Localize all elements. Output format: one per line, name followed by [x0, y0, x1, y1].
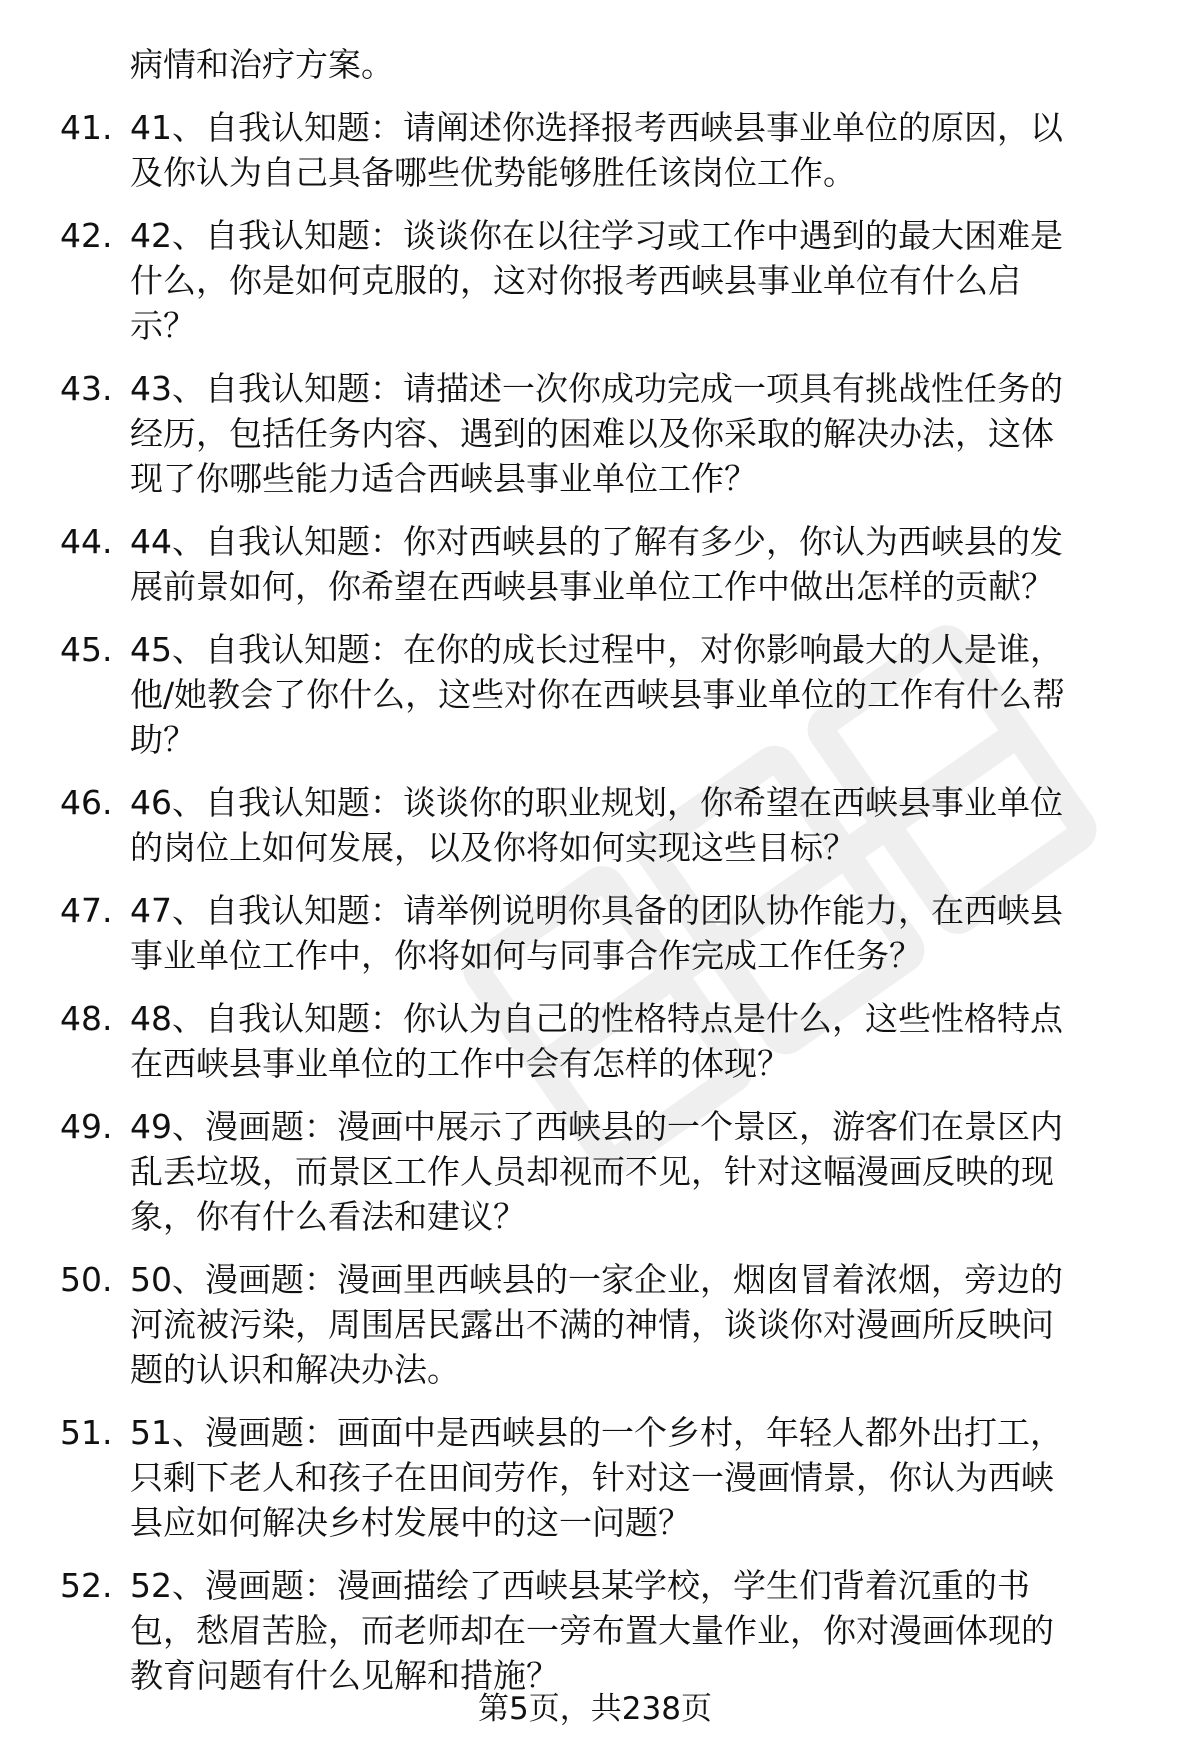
question-text-line: 51、漫画题：画面中是西峡县的一个乡村，年轻人都外出打工，	[130, 1413, 1063, 1452]
question-list	[60, 42, 1160, 1698]
question-text-line: 52、漫画题：漫画描绘了西峡县某学校，学生们背着沉重的书	[130, 1566, 1030, 1605]
question-number: 44.	[60, 522, 113, 561]
question-text-line: 44、自我认知题：你对西峡县的了解有多少，你认为西峡县的发	[130, 522, 1063, 561]
question-text-line: 47、自我认知题：请举例说明你具备的团队协作能力，在西峡县	[130, 891, 1063, 930]
question-text-line: 题的认识和解决办法。	[130, 1350, 460, 1389]
question-text-line: 42、自我认知题：谈谈你在以往学习或工作中遇到的最大困难是	[130, 216, 1063, 255]
question-text-line: 教育问题有什么见解和措施？	[130, 1656, 559, 1695]
question-item	[60, 1563, 1160, 1698]
question-item	[60, 780, 1160, 870]
question-text-line: 他/她教会了你什么，这些对你在西峡县事业单位的工作有什么帮	[130, 675, 1066, 714]
question-text-line: 46、自我认知题：谈谈你的职业规划，你希望在西峡县事业单位	[130, 783, 1063, 822]
page-footer: 第5页，共238页	[478, 1691, 712, 1727]
question-item	[60, 213, 1160, 348]
question-text-line: 41、自我认知题：请阐述你选择报考西峡县事业单位的原因，以	[130, 108, 1063, 147]
question-text-line: 的岗位上如何发展，以及你将如何实现这些目标？	[130, 828, 856, 867]
question-item	[60, 105, 1160, 195]
question-number: 42.	[60, 216, 113, 255]
question-text-line: 事业单位工作中，你将如何与同事合作完成工作任务？	[130, 936, 922, 975]
question-text-line: 示？	[130, 306, 196, 345]
question-item	[60, 519, 1160, 609]
question-number: 49.	[60, 1107, 113, 1146]
question-text-line: 48、自我认知题：你认为自己的性格特点是什么，这些性格特点	[130, 999, 1063, 1038]
question-text-line: 在西峡县事业单位的工作中会有怎样的体现？	[130, 1044, 790, 1083]
question-item	[60, 1257, 1160, 1392]
question-text-line: 河流被污染，周围居民露出不满的神情，谈谈你对漫画所反映问	[130, 1305, 1054, 1344]
question-text-line: 45、自我认知题：在你的成长过程中，对你影响最大的人是谁，	[130, 630, 1063, 669]
question-text-line: 什么，你是如何克服的，这对你报考西峡县事业单位有什么启	[130, 261, 1021, 300]
question-number: 41.	[60, 108, 113, 147]
question-text-line: 43、自我认知题：请描述一次你成功完成一项具有挑战性任务的	[130, 369, 1063, 408]
question-text-line: 现了你哪些能力适合西峡县事业单位工作？	[130, 459, 757, 498]
question-text-line: 包，愁眉苦脸，而老师却在一旁布置大量作业，你对漫画体现的	[130, 1611, 1054, 1650]
question-text-line: 县应如何解决乡村发展中的这一问题？	[130, 1503, 691, 1542]
question-item	[60, 1104, 1160, 1239]
question-number: 48.	[60, 999, 113, 1038]
question-text-line: 展前景如何，你希望在西峡县事业单位工作中做出怎样的贡献？	[130, 567, 1054, 606]
question-number: 47.	[60, 891, 113, 930]
question-text-line: 象，你有什么看法和建议？	[130, 1197, 526, 1236]
question-number: 51.	[60, 1413, 113, 1452]
question-text-line: 只剩下老人和孩子在田间劳作，针对这一漫画情景，你认为西峡	[130, 1458, 1054, 1497]
question-item	[60, 627, 1160, 762]
continuation-text: 病情和治疗方案。	[130, 45, 394, 84]
question-number: 50.	[60, 1260, 113, 1299]
question-item	[60, 366, 1160, 501]
question-text-line: 49、漫画题：漫画中展示了西峡县的一个景区，游客们在景区内	[130, 1107, 1063, 1146]
question-number: 46.	[60, 783, 113, 822]
question-text-line: 助？	[130, 720, 196, 759]
question-text-line: 经历，包括任务内容、遇到的困难以及你采取的解决办法，这体	[130, 414, 1054, 453]
question-item	[60, 996, 1160, 1086]
question-item	[60, 1410, 1160, 1545]
question-text-line: 50、漫画题：漫画里西峡县的一家企业，烟囱冒着浓烟，旁边的	[130, 1260, 1063, 1299]
question-number: 45.	[60, 630, 113, 669]
question-text-line: 及你认为自己具备哪些优势能够胜任该岗位工作。	[130, 153, 856, 192]
question-number: 43.	[60, 369, 113, 408]
question-text-line: 乱丢垃圾，而景区工作人员却视而不见，针对这幅漫画反映的现	[130, 1152, 1054, 1191]
question-item	[60, 888, 1160, 978]
question-number: 52.	[60, 1566, 113, 1605]
